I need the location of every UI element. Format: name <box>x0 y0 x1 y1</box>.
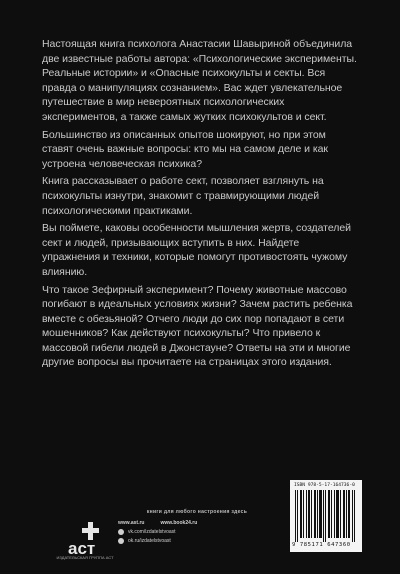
barcode-digits: 9 785171 647360 <box>292 542 351 548</box>
paragraph-experiments: Большинство из описанных опытов шокируют, но при этом ставят очень важные вопросы: кто мы на самом деле и как устроена человеческая психика? <box>42 128 328 170</box>
paragraph-sects: Книга рассказывает о работе сект, позволяет взглянуть на психокульты изнутри, знакомит с травмирующими людей психологическими практиками. <box>42 175 324 217</box>
social-link-vk[interactable]: vk.com/izdatelstvoast <box>128 528 176 535</box>
paragraph-thinking: Вы поймете, каковы особенности мышления жертв, создателей сект и людей, призывающих вступить в них. Найдете упражнения и техники, которые помогут противостоять чужому влиянию. <box>42 222 351 278</box>
vk-icon <box>118 529 124 535</box>
annotation-text <box>42 37 360 373</box>
paragraph-questions: Что такое Зефирный эксперимент? Почему животные массово погибают в идеальных условиях жизни? Зачем растить ребенка вместе с обезьяной? Отчего люди до сих пор попадают в сети мошенников? Как действуют психокульты? Что привело к массовой гибели людей в Джонстауне? Ответы на эти и многие другие вопросы вы прочитаете на страницах этого издания. <box>42 283 353 369</box>
ok-icon <box>118 538 124 544</box>
barcode <box>294 490 358 542</box>
social-link-ok[interactable]: ok.ru/izdatelstvoast <box>128 537 171 544</box>
site-link-ast[interactable]: www.ast.ru <box>118 519 145 526</box>
barcode-block <box>290 480 362 552</box>
isbn-number: ISBN 978-5-17-164736-0 <box>294 483 355 488</box>
logo-caption: ИЗДАТЕЛЬСКАЯ ГРУППА АСТ <box>56 555 114 560</box>
site-link-book24[interactable]: www.book24.ru <box>160 519 198 526</box>
publisher-links <box>118 518 209 545</box>
publisher-tagline: книги для любого настроения здесь <box>146 509 248 515</box>
logo-text: аст <box>68 539 96 558</box>
paragraph-intro: Настоящая книга психолога Анастасии Шавыриной объединила две известные работы автора: «Психологические эксперименты. Реальные истории» и «Опасные психокульты и секты. Вся правда о манипуляциях сознанием». Вас ждет увлекательное путешествие в мир невероятных психологических экспериментов, а также самых жутких психокультов и сект. <box>42 38 357 123</box>
